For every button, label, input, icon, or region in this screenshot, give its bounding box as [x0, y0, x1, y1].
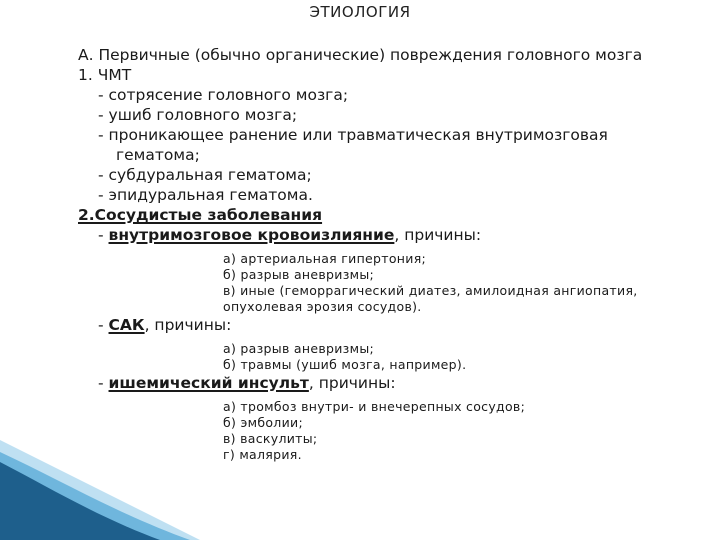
list-item: гематома; [116, 146, 200, 164]
cause-item: в) васкулиты; [223, 431, 318, 446]
corner-wave-decoration [0, 440, 200, 540]
dash: - [98, 316, 109, 334]
cause-item: б) травмы (ушиб мозга, например). [223, 357, 467, 372]
cause-item: опухолевая эрозия сосудов). [223, 299, 422, 314]
list-item: - ушиб головного мозга; [98, 106, 298, 124]
cause-item: а) артериальная гипертония; [223, 251, 427, 266]
causes-label: , причины: [308, 374, 396, 392]
cause-item: а) разрыв аневризмы; [223, 341, 375, 356]
slide-title: ЭТИОЛОГИЯ [309, 3, 411, 21]
sah-line [78, 315, 708, 335]
cause-item: б) разрыв аневризмы; [223, 267, 375, 282]
list-item: - субдуральная гематома; [98, 166, 312, 184]
ich-term: внутримозговое кровоизлияние [108, 226, 395, 244]
tbi-heading: 1. ЧМТ [78, 66, 132, 84]
list-item: - эпидуральная гематома. [98, 186, 313, 204]
cause-item: б) эмболии; [223, 415, 303, 430]
cause-item: г) малярия. [223, 447, 302, 462]
dash: - [98, 226, 109, 244]
vascular-diseases-heading: 2.Сосудистые заболевания [78, 206, 323, 224]
primary-lesions-heading: А. Первичные (обычно органические) повреждения головного мозга [78, 46, 643, 64]
sah-term: САК [108, 316, 145, 334]
dash: - [98, 374, 109, 392]
causes-label: , причины: [144, 316, 232, 334]
cause-item: в) иные (геморрагический диатез, амилоидная ангиопатия, [223, 283, 638, 298]
list-item: - проникающее ранение или травматическая внутримозговая [98, 126, 608, 144]
list-item: - сотрясение головного мозга; [98, 86, 349, 104]
cause-item: а) тромбоз внутри- и внечерепных сосудов; [223, 399, 526, 414]
slide-content [78, 45, 708, 463]
ich-line [78, 225, 708, 245]
causes-label: , причины: [394, 226, 482, 244]
ischemic-line [78, 373, 708, 393]
ischemic-term: ишемический инсульт [108, 374, 309, 392]
